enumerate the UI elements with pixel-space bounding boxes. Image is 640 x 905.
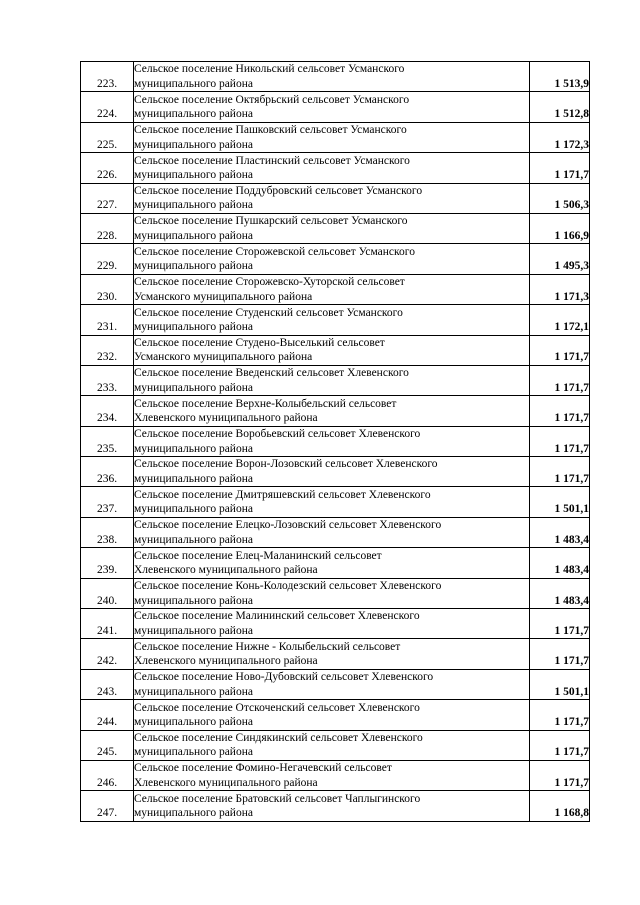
row-number: 229. xyxy=(81,244,134,274)
row-number: 223. xyxy=(81,62,134,92)
row-number: 235. xyxy=(81,426,134,456)
amount-value: 1 172,1 xyxy=(530,305,590,335)
amount-value: 1 501,1 xyxy=(530,669,590,699)
settlement-name-line-2: муниципального района xyxy=(134,472,253,485)
table-row xyxy=(81,700,590,730)
row-number: 247. xyxy=(81,791,134,821)
settlement-name-line-2: муниципального района xyxy=(134,533,253,546)
settlement-name-line-2: муниципального района xyxy=(134,77,253,90)
settlement-name-line-2: Хлевенского муниципального района xyxy=(134,564,318,577)
row-number: 244. xyxy=(81,700,134,730)
settlement-name-line-2: муниципального района xyxy=(134,260,253,273)
table-row xyxy=(81,153,590,183)
row-number: 243. xyxy=(81,669,134,699)
amount-value: 1 166,9 xyxy=(530,213,590,243)
amount-value: 1 171,7 xyxy=(530,730,590,760)
settlement-name-line-2: муниципального района xyxy=(134,108,253,121)
row-number: 233. xyxy=(81,365,134,395)
settlement-name-line-1: Сельское поселение Студенский сельсовет Усманского xyxy=(134,306,403,319)
amount-value: 1 171,7 xyxy=(530,396,590,426)
settlement-name-line-1: Сельское поселение Дмитряшевский сельсовет Хлевенского xyxy=(134,488,431,501)
settlement-name-line-1: Сельское поселение Фомино-Негачевский сельсовет xyxy=(134,762,392,775)
table-row xyxy=(81,213,590,243)
table-row xyxy=(81,517,590,547)
settlement-name xyxy=(134,396,530,426)
settlement-name-line-2: Усманского муниципального района xyxy=(134,290,313,303)
settlement-name-line-2: муниципального района xyxy=(134,229,253,242)
settlement-name-line-1: Сельское поселение Пластинский сельсовет Усманского xyxy=(134,154,410,167)
settlement-name-line-1: Сельское поселение Конь-Колодезский сельсовет Хлевенского xyxy=(134,580,442,593)
table-row xyxy=(81,457,590,487)
row-number: 232. xyxy=(81,335,134,365)
settlement-name xyxy=(134,335,530,365)
settlement-name-line-2: муниципального района xyxy=(134,442,253,455)
settlement-name xyxy=(134,365,530,395)
amount-value: 1 501,1 xyxy=(530,487,590,517)
row-number: 231. xyxy=(81,305,134,335)
settlement-name xyxy=(134,700,530,730)
table-row xyxy=(81,609,590,639)
row-number: 226. xyxy=(81,153,134,183)
settlement-name-line-2: муниципального района xyxy=(134,807,253,820)
amount-value: 1 513,9 xyxy=(530,62,590,92)
table-body xyxy=(81,62,590,822)
settlement-name-line-2: муниципального района xyxy=(134,503,253,516)
table-row xyxy=(81,639,590,669)
table-row xyxy=(81,730,590,760)
settlement-name-line-1: Сельское поселение Братовский сельсовет Чаплыгинского xyxy=(134,792,421,805)
settlement-name-line-2: муниципального района xyxy=(134,138,253,151)
settlement-name-line-1: Сельское поселение Пушкарский сельсовет Усманского xyxy=(134,215,408,228)
settlement-name-line-1: Сельское поселение Никольский сельсовет Усманского xyxy=(134,63,405,76)
settlement-name xyxy=(134,517,530,547)
settlement-name-line-2: муниципального района xyxy=(134,321,253,334)
settlement-name-line-2: Усманского муниципального района xyxy=(134,351,313,364)
amount-value: 1 483,4 xyxy=(530,517,590,547)
settlement-name xyxy=(134,305,530,335)
amount-value: 1 171,7 xyxy=(530,153,590,183)
settlement-name-line-1: Сельское поселение Октябрьский сельсовет Усманского xyxy=(134,93,410,106)
settlement-name xyxy=(134,578,530,608)
settlement-name xyxy=(134,548,530,578)
settlement-name-line-1: Сельское поселение Студено-Выселький сельсовет xyxy=(134,336,385,349)
settlement-name-line-1: Сельское поселение Отскоченский сельсовет Хлевенского xyxy=(134,701,420,714)
settlement-name xyxy=(134,639,530,669)
amount-value: 1 171,7 xyxy=(530,365,590,395)
amount-value: 1 483,4 xyxy=(530,578,590,608)
table-row xyxy=(81,669,590,699)
row-number: 224. xyxy=(81,92,134,122)
row-number: 240. xyxy=(81,578,134,608)
table-row xyxy=(81,487,590,517)
table-row xyxy=(81,578,590,608)
settlement-name-line-2: Хлевенского муниципального района xyxy=(134,412,318,425)
table-row xyxy=(81,274,590,304)
settlement-name-line-2: муниципального района xyxy=(134,594,253,607)
settlement-name-line-1: Сельское поселение Верхне-Колыбельский сельсовет xyxy=(134,397,397,410)
row-number: 238. xyxy=(81,517,134,547)
row-number: 230. xyxy=(81,274,134,304)
row-number: 242. xyxy=(81,639,134,669)
amount-value: 1 495,3 xyxy=(530,244,590,274)
row-number: 227. xyxy=(81,183,134,213)
amount-value: 1 171,7 xyxy=(530,426,590,456)
settlement-name-line-1: Сельское поселение Синдякинский сельсовет Хлевенского xyxy=(134,731,423,744)
settlement-name-line-2: Хлевенского муниципального района xyxy=(134,655,318,668)
amount-value: 1 512,8 xyxy=(530,92,590,122)
table-row xyxy=(81,426,590,456)
row-number: 239. xyxy=(81,548,134,578)
table-row xyxy=(81,305,590,335)
settlement-name xyxy=(134,274,530,304)
settlement-name-line-2: муниципального района xyxy=(134,199,253,212)
settlement-name-line-2: муниципального района xyxy=(134,716,253,729)
amount-value: 1 171,7 xyxy=(530,609,590,639)
settlement-name xyxy=(134,426,530,456)
table-row xyxy=(81,335,590,365)
table-row xyxy=(81,183,590,213)
settlements-table xyxy=(80,61,590,822)
row-number: 241. xyxy=(81,609,134,639)
table-row xyxy=(81,92,590,122)
settlement-name-line-1: Сельское поселение Малининский сельсовет Хлевенского xyxy=(134,610,420,623)
settlement-name-line-1: Сельское поселение Сторожевской сельсовет Усманского xyxy=(134,245,415,258)
row-number: 245. xyxy=(81,730,134,760)
settlement-name xyxy=(134,457,530,487)
row-number: 228. xyxy=(81,213,134,243)
settlement-name-line-1: Сельское поселение Ново-Дубовский сельсовет Хлевенского xyxy=(134,671,434,684)
settlement-name xyxy=(134,122,530,152)
settlement-name xyxy=(134,609,530,639)
amount-value: 1 171,7 xyxy=(530,700,590,730)
settlement-name xyxy=(134,760,530,790)
row-number: 237. xyxy=(81,487,134,517)
table-row xyxy=(81,62,590,92)
amount-value: 1 171,3 xyxy=(530,274,590,304)
settlement-name-line-1: Сельское поселение Сторожевско-Хуторской сельсовет xyxy=(134,276,405,289)
amount-value: 1 506,3 xyxy=(530,183,590,213)
settlement-name xyxy=(134,62,530,92)
amount-value: 1 171,7 xyxy=(530,760,590,790)
settlement-name xyxy=(134,244,530,274)
settlement-name-line-1: Сельское поселение Пашковский сельсовет Усманского xyxy=(134,124,407,137)
row-number: 234. xyxy=(81,396,134,426)
settlement-name-line-1: Сельское поселение Введенский сельсовет Хлевенского xyxy=(134,367,409,380)
settlement-name-line-2: муниципального района xyxy=(134,685,253,698)
settlement-name-line-2: муниципального района xyxy=(134,624,253,637)
settlement-name xyxy=(134,92,530,122)
settlement-name xyxy=(134,183,530,213)
amount-value: 1 483,4 xyxy=(530,548,590,578)
settlement-name-line-1: Сельское поселение Ворон-Лозовский сельсовет Хлевенского xyxy=(134,458,438,471)
settlement-name-line-2: муниципального района xyxy=(134,381,253,394)
settlement-name-line-2: Хлевенского муниципального района xyxy=(134,776,318,789)
amount-value: 1 172,3 xyxy=(530,122,590,152)
amount-value: 1 168,8 xyxy=(530,791,590,821)
table-row xyxy=(81,365,590,395)
settlement-name-line-1: Сельское поселение Нижне - Колыбельский сельсовет xyxy=(134,640,401,653)
table-row xyxy=(81,760,590,790)
settlement-name-line-1: Сельское поселение Елецко-Лозовский сельсовет Хлевенского xyxy=(134,519,442,532)
settlement-name xyxy=(134,791,530,821)
settlement-name xyxy=(134,153,530,183)
amount-value: 1 171,7 xyxy=(530,639,590,669)
settlement-name-line-1: Сельское поселение Поддубровский сельсовет Усманского xyxy=(134,184,423,197)
settlement-name-line-2: муниципального района xyxy=(134,169,253,182)
amount-value: 1 171,7 xyxy=(530,457,590,487)
table-row xyxy=(81,244,590,274)
settlement-name xyxy=(134,487,530,517)
settlement-name xyxy=(134,213,530,243)
table-row xyxy=(81,122,590,152)
row-number: 246. xyxy=(81,760,134,790)
settlement-name-line-1: Сельское поселение Елец-Маланинский сельсовет xyxy=(134,549,382,562)
row-number: 236. xyxy=(81,457,134,487)
settlement-name xyxy=(134,669,530,699)
settlement-name-line-2: муниципального района xyxy=(134,746,253,759)
table-row xyxy=(81,791,590,821)
settlement-name-line-1: Сельское поселение Воробьевский сельсовет Хлевенского xyxy=(134,428,421,441)
row-number: 225. xyxy=(81,122,134,152)
settlement-name xyxy=(134,730,530,760)
table-row xyxy=(81,548,590,578)
table-row xyxy=(81,396,590,426)
amount-value: 1 171,7 xyxy=(530,335,590,365)
